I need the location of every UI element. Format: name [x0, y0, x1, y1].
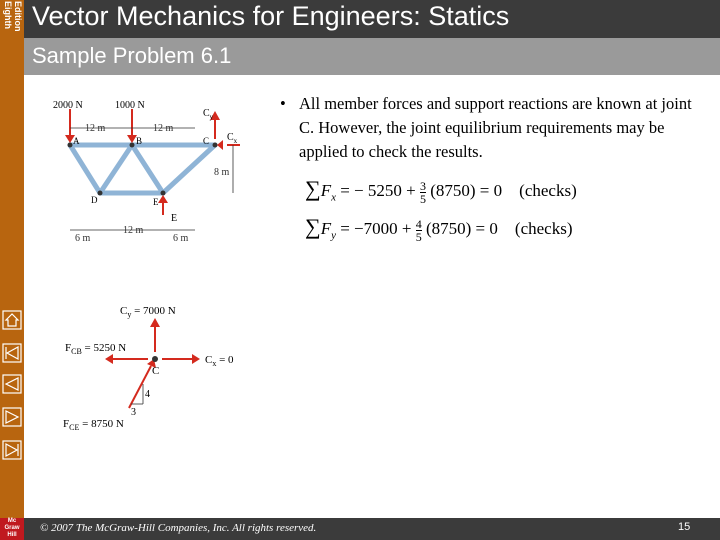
bullet-text: All member forces and support reactions are known at joint C. However, the joint equilibrium requirements may be applied to check the results.	[299, 94, 692, 161]
next-slide-icon[interactable]	[2, 407, 22, 427]
fbd-fcb-label: $F_{CB} = 5250$ N	[65, 342, 127, 356]
fbd-cx-label: $C_x = 0$	[205, 354, 234, 368]
mcgraw-hill-logo: Mc Graw Hill	[0, 518, 24, 540]
node-b: B	[136, 136, 143, 146]
edition-line2: Edition	[13, 1, 23, 32]
slide-subtitle: Sample Problem 6.1	[32, 43, 232, 68]
node-d: D	[91, 195, 98, 205]
equation-fy: $\sum F_y = -7000$ + $\frac{4}{5}$ (8750) = 0 (checks)	[305, 214, 573, 244]
fbd-arrows	[105, 318, 200, 408]
free-body-diagram	[55, 300, 255, 435]
node-e: E	[153, 197, 159, 207]
load-b-label: 1000 N	[115, 100, 145, 111]
node-c: C	[203, 136, 210, 146]
truss-diagram	[45, 95, 255, 245]
edition-label	[0, 0, 24, 38]
force-e-label: E	[171, 213, 178, 224]
cx-label: $C_x$	[227, 132, 238, 145]
dim-top-1: 12 m	[85, 123, 106, 134]
load-a-label: 2000 N	[53, 100, 83, 111]
cy-label: $C_y$	[203, 108, 214, 121]
page-number: 15	[678, 521, 691, 533]
bullet-dot: •	[280, 94, 286, 113]
dim-bot-3: 6 m	[173, 233, 189, 244]
fbd-cy-label: $C_y = 7000$ N	[120, 305, 176, 319]
equation-fx: $\sum F_x$ = − 5250 + $\frac{3}{5}$ (8750) = 0 (checks)	[305, 176, 577, 206]
previous-slide-icon[interactable]	[2, 374, 22, 394]
copyright-text: © 2007 The McGraw-Hill Companies, Inc. All rights reserved.	[40, 522, 317, 534]
fbd-fce-label: $F_{CE} = 8750$ N	[63, 418, 124, 432]
dim-top-2: 12 m	[153, 123, 174, 134]
dim-bot-2: 12 m	[123, 225, 144, 236]
truss-members	[70, 145, 215, 193]
fbd-node-c: C	[152, 365, 160, 377]
edition-line1: Eighth	[3, 1, 13, 29]
dim-bot-1: 6 m	[75, 233, 91, 244]
home-icon[interactable]	[2, 310, 22, 330]
node-a: A	[73, 136, 80, 146]
last-slide-icon[interactable]	[2, 440, 22, 460]
fbd-slope-v: 4	[145, 389, 150, 400]
fbd-slope-h: 3	[131, 407, 136, 418]
page-title: Vector Mechanics for Engineers: Statics	[32, 1, 510, 31]
dim-height: 8 m	[214, 167, 230, 178]
first-slide-icon[interactable]	[2, 343, 22, 363]
left-sidebar	[0, 38, 24, 540]
